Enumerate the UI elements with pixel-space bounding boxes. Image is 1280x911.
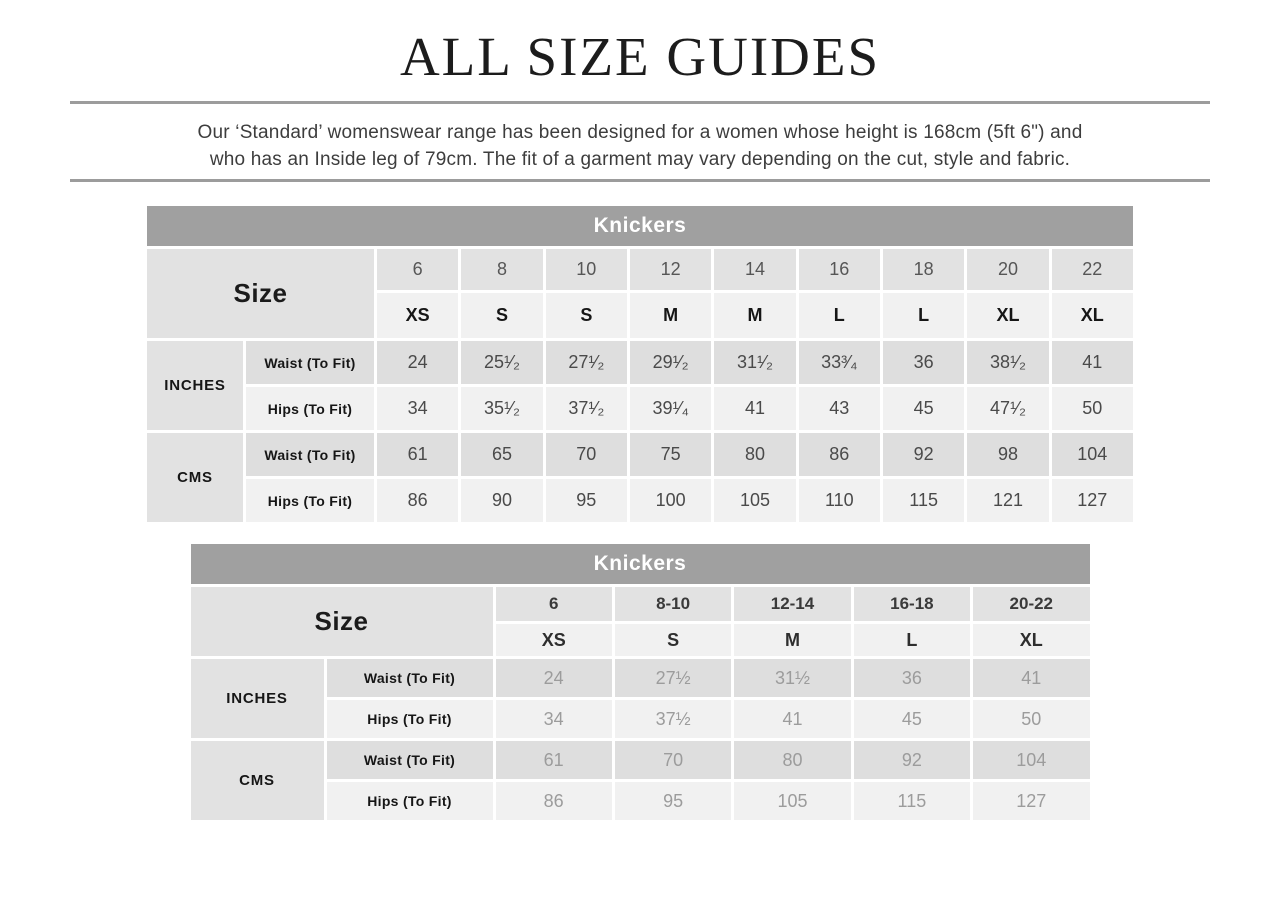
size-number-cell: 16 [799,249,880,290]
waist-label: Waist (To Fit) [327,741,493,779]
size-number-cell: 16-18 [854,587,970,621]
inches-waist-value-cell: 27½ [615,659,731,697]
cms-hips-value-cell: 110 [799,479,880,522]
cms-waist-value-cell: 86 [799,433,880,476]
size-number-cell: 6 [377,249,458,290]
inches-hips-value-cell: 34 [377,387,458,430]
size-letter-cell: L [854,624,970,656]
cms-hips-value-cell: 95 [546,479,627,522]
inches-group-cell: INCHES [191,659,324,738]
cms-waist-value-cell: 80 [734,741,850,779]
cms-waist-value-cell: 98 [967,433,1048,476]
size-number-cell: 8 [461,249,542,290]
inches-waist-value-cell: 36 [854,659,970,697]
bottom-divider [70,179,1210,182]
waist-label: Waist (To Fit) [246,341,374,384]
table1-inches-hips-row [147,387,1133,430]
size-letter-cell: M [630,293,711,338]
table2-inches-hips-row [191,700,1090,738]
inches-waist-value-cell: 38¹⁄₂ [967,341,1048,384]
cms-hips-value-cell: 115 [883,479,964,522]
inches-hips-value-cell: 47¹⁄₂ [967,387,1048,430]
size-number-cell: 8-10 [615,587,731,621]
inches-waist-value-cell: 27¹⁄₂ [546,341,627,384]
size-letter-cell: M [734,624,850,656]
size-letter-cell: M [714,293,795,338]
cms-hips-value-cell: 115 [854,782,970,820]
size-letter-cell: XL [1052,293,1133,338]
size-number-cell: 12-14 [734,587,850,621]
table2-cms-waist-row [191,741,1090,779]
cms-waist-value-cell: 61 [496,741,612,779]
cms-waist-value-cell: 75 [630,433,711,476]
size-letter-cell: L [799,293,880,338]
inches-hips-value-cell: 50 [973,700,1089,738]
table1-cms-waist-row [147,433,1133,476]
cms-waist-value-cell: 70 [615,741,731,779]
cms-hips-value-cell: 90 [461,479,542,522]
inches-waist-value-cell: 41 [973,659,1089,697]
size-table-detailed [144,203,1136,525]
size-letter-cell: S [615,624,731,656]
table1-inches-waist-row [147,341,1133,384]
table2-title: Knickers [191,544,1090,584]
size-number-cell: 20-22 [973,587,1089,621]
cms-hips-value-cell: 95 [615,782,731,820]
inches-waist-value-cell: 41 [1052,341,1133,384]
inches-hips-value-cell: 43 [799,387,880,430]
size-letter-cell: S [461,293,542,338]
intro-line-1: Our ‘Standard’ womenswear range has been designed for a women whose height is 168cm (5ft 6") and [197,122,1083,143]
size-header-cell: Size [191,587,493,656]
size-number-cell: 12 [630,249,711,290]
inches-hips-value-cell: 45 [883,387,964,430]
inches-hips-value-cell: 37¹⁄₂ [546,387,627,430]
cms-waist-value-cell: 80 [714,433,795,476]
intro-text [0,119,1280,173]
table2-cms-hips-row [191,782,1090,820]
table1-size-number-row [147,249,1133,290]
inches-waist-value-cell: 24 [377,341,458,384]
cms-hips-value-cell: 100 [630,479,711,522]
inches-hips-value-cell: 35¹⁄₂ [461,387,542,430]
table2-inches-waist-row [191,659,1090,697]
inches-waist-value-cell: 31½ [734,659,850,697]
inches-waist-value-cell: 24 [496,659,612,697]
intro-line-2: who has an Inside leg of 79cm. The fit of a garment may vary depending on the cut, style and fabric. [209,149,1071,170]
inches-group-cell: INCHES [147,341,243,430]
top-divider [70,101,1210,104]
cms-hips-value-cell: 127 [1052,479,1133,522]
hips-label: Hips (To Fit) [246,387,374,430]
waist-label: Waist (To Fit) [327,659,493,697]
cms-waist-value-cell: 92 [854,741,970,779]
cms-waist-value-cell: 104 [1052,433,1133,476]
size-letter-cell: L [883,293,964,338]
size-letter-cell: XS [496,624,612,656]
inches-waist-value-cell: 25¹⁄₂ [461,341,542,384]
size-letter-cell: S [546,293,627,338]
table1-cms-hips-row [147,479,1133,522]
table1-title: Knickers [147,206,1133,246]
size-number-cell: 14 [714,249,795,290]
cms-group-cell: CMS [191,741,324,820]
inches-hips-value-cell: 50 [1052,387,1133,430]
size-letter-cell: XL [967,293,1048,338]
inches-hips-value-cell: 45 [854,700,970,738]
hips-label: Hips (To Fit) [327,782,493,820]
page-title: ALL SIZE GUIDES [399,26,881,87]
cms-waist-value-cell: 70 [546,433,627,476]
size-letter-cell: XL [973,624,1089,656]
cms-hips-value-cell: 127 [973,782,1089,820]
table2-size-number-row [191,587,1090,621]
table2-banner-row [191,544,1090,584]
inches-hips-value-cell: 37½ [615,700,731,738]
hips-label: Hips (To Fit) [327,700,493,738]
inches-hips-value-cell: 41 [734,700,850,738]
hips-label: Hips (To Fit) [246,479,374,522]
size-letter-cell: XS [377,293,458,338]
cms-hips-value-cell: 121 [967,479,1048,522]
cms-group-cell: CMS [147,433,243,522]
size-number-cell: 22 [1052,249,1133,290]
cms-hips-value-cell: 105 [734,782,850,820]
cms-hips-value-cell: 105 [714,479,795,522]
waist-label: Waist (To Fit) [246,433,374,476]
cms-hips-value-cell: 86 [496,782,612,820]
size-number-cell: 20 [967,249,1048,290]
cms-hips-value-cell: 86 [377,479,458,522]
inches-waist-value-cell: 31¹⁄₂ [714,341,795,384]
size-table-grouped [188,541,1093,823]
inches-hips-value-cell: 39¹⁄₄ [630,387,711,430]
table1-banner-row [147,206,1133,246]
inches-hips-value-cell: 41 [714,387,795,430]
inches-waist-value-cell: 36 [883,341,964,384]
inches-waist-value-cell: 33³⁄₄ [799,341,880,384]
cms-waist-value-cell: 65 [461,433,542,476]
size-header-cell: Size [147,249,374,338]
inches-waist-value-cell: 29¹⁄₂ [630,341,711,384]
size-number-cell: 18 [883,249,964,290]
size-number-cell: 6 [496,587,612,621]
size-number-cell: 10 [546,249,627,290]
cms-waist-value-cell: 61 [377,433,458,476]
inches-hips-value-cell: 34 [496,700,612,738]
cms-waist-value-cell: 92 [883,433,964,476]
cms-waist-value-cell: 104 [973,741,1089,779]
